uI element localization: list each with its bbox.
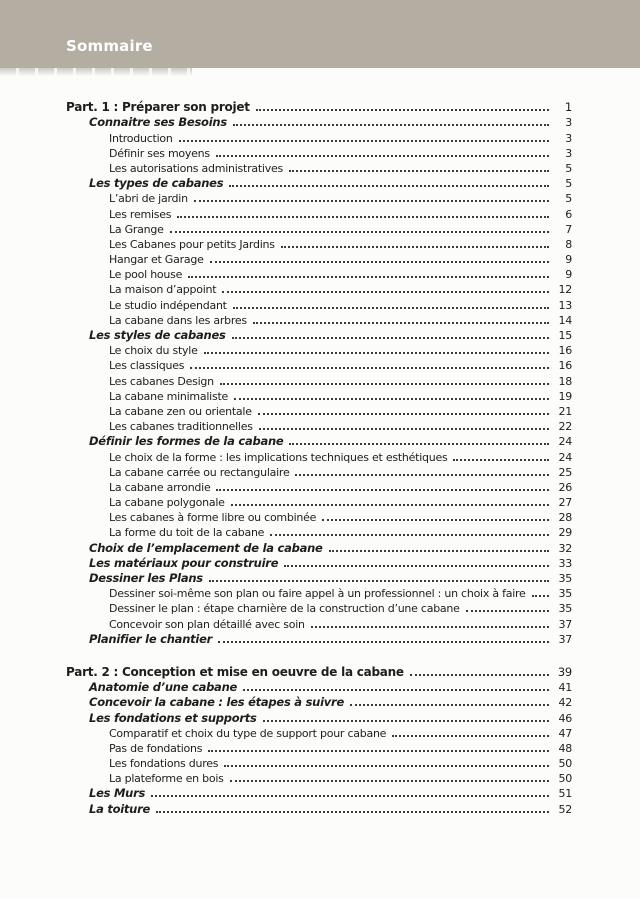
toc-entry-label: Les styles de cabanes <box>89 328 226 342</box>
toc-entry-label: Le studio indépendant <box>109 298 227 312</box>
toc-entry-page: 39 <box>557 664 572 679</box>
toc-entry[interactable] <box>0 372 572 387</box>
dot-leader <box>156 811 549 813</box>
toc-entry-label: Le pool house <box>109 268 183 282</box>
toc-entry-page: 35 <box>558 587 572 601</box>
toc-entry[interactable] <box>0 114 572 129</box>
dot-leader <box>322 519 549 521</box>
toc-entry[interactable] <box>0 464 572 479</box>
toc-entry-page: 15 <box>558 329 572 342</box>
toc-entry-label: L’abri de jardin <box>109 192 188 206</box>
toc-entry-label: Définir les formes de la cabane <box>89 434 284 449</box>
toc-entry[interactable] <box>0 479 572 494</box>
toc-entry-label: Concevoir la cabane : les étapes à suivre <box>89 695 345 710</box>
toc-entry-label: Connaitre ses Besoins <box>89 115 227 130</box>
toc-entry-label: Le choix du style <box>109 344 198 358</box>
dot-leader <box>263 720 549 722</box>
toc-entry-page: 3 <box>565 131 572 145</box>
toc-entry-label: Les classiques <box>109 359 185 373</box>
toc-entry[interactable] <box>0 555 572 570</box>
dot-leader <box>209 580 549 582</box>
dot-leader <box>253 322 549 324</box>
dot-leader <box>208 750 549 752</box>
dot-leader <box>392 735 549 737</box>
page-title: Sommaire <box>66 37 153 55</box>
toc-entry-page: 52 <box>558 802 572 816</box>
toc-entry-page: 24 <box>558 450 572 464</box>
dot-leader <box>216 489 549 491</box>
dot-leader <box>190 367 549 369</box>
dot-leader <box>224 765 549 767</box>
toc-entry-label: Les fondations dures <box>109 757 219 771</box>
toc-entry-page: 48 <box>558 741 572 755</box>
toc-entry[interactable] <box>0 664 572 679</box>
toc-entry-page: 16 <box>558 359 572 373</box>
toc-entry-label: Les types de cabanes <box>89 176 224 191</box>
toc-entry[interactable] <box>0 403 572 418</box>
toc-entry-page: 47 <box>558 726 572 740</box>
toc-entry-page: 27 <box>558 496 572 510</box>
toc-entry[interactable] <box>0 357 572 372</box>
toc-entry-label: La cabane minimaliste <box>109 389 229 403</box>
toc-entry[interactable] <box>0 694 572 709</box>
dot-leader <box>204 352 549 354</box>
dot-leader <box>231 504 549 506</box>
toc-entry[interactable] <box>0 433 572 448</box>
toc-entry-page: 26 <box>558 480 572 494</box>
dot-leader <box>270 534 549 536</box>
toc-entry-label: La cabane polygonale <box>109 496 225 510</box>
toc-entry-page: 50 <box>558 772 572 786</box>
toc-entry-page: 1 <box>564 100 572 115</box>
toc-entry-page: 8 <box>565 237 572 251</box>
table-of-contents <box>0 77 640 816</box>
toc-entry[interactable] <box>0 129 572 144</box>
dot-leader <box>243 689 549 691</box>
toc-entry-page: 25 <box>558 465 572 479</box>
toc-entry-label: Choix de l’emplacement de la cabane <box>89 540 323 555</box>
dot-leader <box>410 674 549 676</box>
dot-leader <box>179 140 549 142</box>
toc-entry[interactable] <box>0 236 572 251</box>
toc-entry-label: Les matériaux pour construire <box>89 555 279 570</box>
header-shadow-decoration <box>0 68 192 77</box>
toc-entry[interactable] <box>0 99 572 114</box>
toc-entry-label: Introduction <box>109 131 173 145</box>
toc-entry-label: Comparatif et choix du type de support pour cabane <box>109 726 387 740</box>
dot-leader <box>289 170 549 172</box>
toc-entry-page: 46 <box>558 711 572 725</box>
dot-leader <box>532 595 549 597</box>
toc-entry-page: 29 <box>558 526 572 540</box>
dot-leader <box>289 443 549 445</box>
toc-entry-page: 37 <box>558 632 572 646</box>
toc-entry-label: Les Cabanes pour petits Jardins <box>109 237 275 251</box>
dot-leader <box>216 155 549 157</box>
toc-entry-page: 14 <box>558 313 572 327</box>
toc-entry[interactable] <box>0 388 572 403</box>
toc-entry[interactable] <box>0 296 572 311</box>
toc-entry-page: 37 <box>558 617 572 631</box>
toc-entry-page: 5 <box>565 177 572 191</box>
toc-entry-label: La cabane arrondie <box>109 480 211 494</box>
toc-entry-label: La cabane dans les arbres <box>109 313 247 327</box>
toc-entry-label: Définir ses moyens <box>109 146 210 160</box>
toc-entry[interactable] <box>0 600 572 615</box>
dot-leader <box>350 704 549 706</box>
toc-entry-label: La forme du toit de la cabane <box>109 526 265 540</box>
toc-entry[interactable] <box>0 709 572 724</box>
toc-entry[interactable] <box>0 770 572 785</box>
toc-entry-label: Part. 2 : Conception et mise en oeuvre de la cabane <box>66 664 404 679</box>
toc-entry-label: Les Murs <box>89 786 146 801</box>
toc-entry[interactable] <box>0 205 572 220</box>
toc-entry[interactable] <box>0 281 572 296</box>
dot-leader <box>232 337 549 339</box>
toc-entry-label: Concevoir son plan détaillé avec soin <box>109 617 305 631</box>
dot-leader <box>218 641 549 643</box>
toc-entry[interactable] <box>0 524 572 539</box>
dot-leader <box>453 459 549 461</box>
toc-entry[interactable] <box>0 418 572 433</box>
toc-entry[interactable] <box>0 266 572 281</box>
toc-entry-label: Dessiner les Plans <box>89 571 203 585</box>
dot-leader <box>220 383 549 385</box>
toc-entry-page: 51 <box>558 787 572 801</box>
toc-entry[interactable] <box>0 175 572 190</box>
toc-entry-label: Part. 1 : Préparer son projet <box>66 100 250 115</box>
toc-entry[interactable] <box>0 570 572 585</box>
toc-entry[interactable] <box>0 539 572 554</box>
dot-leader <box>311 626 549 628</box>
toc-entry[interactable] <box>0 800 572 815</box>
toc-entry-page: 24 <box>558 435 572 449</box>
toc-entry[interactable] <box>0 585 572 600</box>
toc-entry[interactable] <box>0 145 572 160</box>
dot-leader <box>229 185 549 187</box>
toc-entry[interactable] <box>0 679 572 694</box>
toc-entry[interactable] <box>0 327 572 342</box>
dot-leader <box>329 550 549 552</box>
toc-entry-page: 33 <box>558 556 572 570</box>
toc-entry[interactable] <box>0 190 572 205</box>
toc-entry-page: 3 <box>565 116 572 130</box>
toc-entry[interactable] <box>0 509 572 524</box>
toc-entry[interactable] <box>0 251 572 266</box>
toc-entry-page: 16 <box>558 344 572 358</box>
toc-entry-label: Dessiner soi-même son plan ou faire appel à un professionnel : un choix à faire <box>109 587 526 601</box>
toc-entry-page: 5 <box>565 192 572 206</box>
toc-entry-label: Le choix de la forme : les implications techniques et esthétiques <box>109 450 448 464</box>
toc-entry-label: La cabane carrée ou rectangulaire <box>109 465 290 479</box>
dot-leader <box>466 610 549 612</box>
toc-entry-page: 35 <box>558 602 572 616</box>
dot-leader <box>233 307 549 309</box>
dot-leader <box>284 565 549 567</box>
dot-leader <box>256 109 549 111</box>
toc-entry[interactable] <box>0 785 572 800</box>
toc-entry-label: La cabane zen ou orientale <box>109 404 252 418</box>
toc-entry[interactable] <box>0 312 572 327</box>
toc-entry-page: 22 <box>558 420 572 434</box>
toc-entry-page: 21 <box>558 404 572 418</box>
toc-entry-page: 41 <box>558 681 572 695</box>
toc-entry-page: 32 <box>558 541 572 555</box>
toc-entry-page: 5 <box>565 161 572 175</box>
toc-entry-label: Hangar et Garage <box>109 253 204 267</box>
toc-entry[interactable] <box>0 631 572 646</box>
toc-entry-page: 18 <box>558 374 572 388</box>
dot-leader <box>151 795 549 797</box>
toc-entry-page: 7 <box>565 222 572 236</box>
toc-entry-label: Planifier le chantier <box>89 631 213 646</box>
toc-entry-page: 28 <box>558 511 572 525</box>
toc-entry-page: 3 <box>565 146 572 160</box>
dot-leader <box>177 216 549 218</box>
toc-entry-label: La Grange <box>109 222 164 236</box>
toc-entry-page: 19 <box>558 389 572 403</box>
toc-entry[interactable] <box>0 755 572 770</box>
toc-entry-page: 9 <box>565 268 572 282</box>
toc-entry-label: La toiture <box>89 801 151 816</box>
toc-entry[interactable] <box>0 725 572 740</box>
toc-entry[interactable] <box>0 221 572 236</box>
page-header <box>0 0 640 68</box>
toc-entry-page: 12 <box>558 283 572 297</box>
toc-entry-page: 42 <box>558 696 572 710</box>
toc-entry-label: Les cabanes Design <box>109 374 214 388</box>
toc-entry[interactable] <box>0 160 572 175</box>
dot-leader <box>234 398 549 400</box>
toc-entry[interactable] <box>0 494 572 509</box>
toc-entry[interactable] <box>0 448 572 463</box>
dot-leader <box>281 246 549 248</box>
toc-entry-label: Les cabanes à forme libre ou combinée <box>109 511 317 525</box>
dot-leader <box>258 413 549 415</box>
toc-entry-page: 13 <box>558 298 572 312</box>
dot-leader <box>188 276 549 278</box>
toc-entry[interactable] <box>0 615 572 630</box>
dot-leader <box>233 124 549 126</box>
toc-entry-label: La maison d’appoint <box>109 283 217 297</box>
toc-entry-page: 50 <box>558 757 572 771</box>
toc-entry[interactable] <box>0 342 572 357</box>
dot-leader <box>295 474 549 476</box>
dot-leader <box>259 428 549 430</box>
toc-entry-label: Pas de fondations <box>109 741 203 755</box>
toc-entry-label: Dessiner le plan : étape charnière de la construction d’une cabane <box>109 602 460 616</box>
toc-entry-page: 35 <box>558 572 572 585</box>
toc-entry-label: Les fondations et supports <box>89 710 257 725</box>
dot-leader <box>210 261 549 263</box>
toc-entry-page: 6 <box>565 207 572 221</box>
dot-leader <box>170 231 549 233</box>
toc-entry-label: Anatomie d’une cabane <box>89 680 238 695</box>
dot-leader <box>194 200 549 202</box>
dot-leader <box>230 780 549 782</box>
toc-entry-label: Les autorisations administratives <box>109 161 283 175</box>
dot-leader <box>222 291 549 293</box>
toc-entry[interactable] <box>0 740 572 755</box>
toc-entry-page: 9 <box>565 253 572 267</box>
toc-entry-label: La plateforme en bois <box>109 772 224 786</box>
toc-entry-label: Les cabanes traditionnelles <box>109 420 253 434</box>
toc-entry-label: Les remises <box>109 207 172 221</box>
